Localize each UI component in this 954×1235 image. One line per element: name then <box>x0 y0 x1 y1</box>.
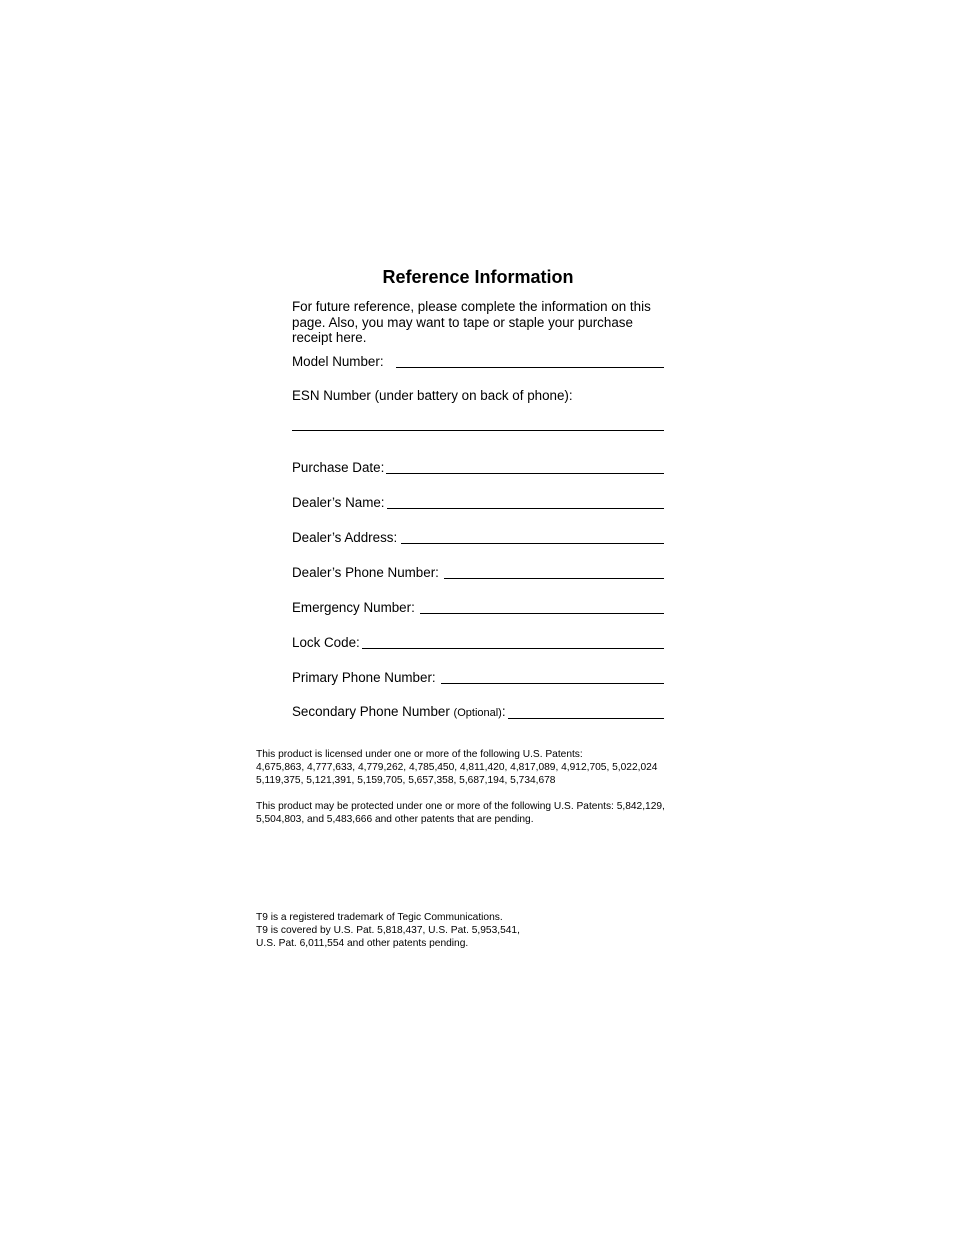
protected-patents-line-2: 5,504,803, and 5,483,666 and other patents that are pending. <box>256 814 534 825</box>
trademark-line-2: T9 is covered by U.S. Pat. 5,818,437, U.S. Pat. 5,953,541, <box>256 925 520 936</box>
secondary-phone-label-text: Secondary Phone Number <box>292 704 450 719</box>
dealer-phone-blank[interactable] <box>444 564 664 579</box>
intro-paragraph: For future reference, please complete the information on this page. Also, you may want to tape or staple your purchase receipt here. <box>292 299 651 346</box>
dealer-name-blank[interactable] <box>387 494 664 509</box>
dealer-name-label: Dealer’s Name: <box>292 495 385 510</box>
primary-phone-field <box>292 666 664 686</box>
primary-phone-label: Primary Phone Number: <box>292 670 436 685</box>
secondary-phone-blank[interactable] <box>508 704 664 719</box>
esn-number-label: ESN Number (under battery on back of phone): <box>292 388 573 403</box>
optional-note: (Optional) <box>453 707 502 719</box>
page-title: Reference Information <box>382 267 574 287</box>
licensed-patents-intro: This product is licensed under one or more of the following U.S. Patents: <box>256 749 583 760</box>
trademark-block <box>256 911 716 950</box>
trademark-line-3: U.S. Pat. 6,011,554 and other patents pending. <box>256 938 469 949</box>
protected-patents-block <box>256 800 716 826</box>
trademark-line-1: T9 is a registered trademark of Tegic Communications. <box>256 912 503 923</box>
emergency-number-blank[interactable] <box>420 599 664 614</box>
purchase-date-label: Purchase Date: <box>292 460 385 475</box>
primary-phone-blank[interactable] <box>441 669 664 684</box>
secondary-phone-field <box>292 701 664 721</box>
model-number-blank[interactable] <box>396 353 664 368</box>
model-number-label: Model Number: <box>292 354 384 369</box>
licensed-patents-block <box>256 748 716 787</box>
emergency-number-field <box>292 596 664 616</box>
lock-code-field <box>292 631 664 651</box>
model-number-field <box>292 350 664 370</box>
dealer-address-blank[interactable] <box>401 529 664 544</box>
protected-patents-line-1: This product may be protected under one or more of the following U.S. Patents: 5,842,129, <box>256 801 665 812</box>
dealer-phone-label: Dealer’s Phone Number: <box>292 565 439 580</box>
esn-number-blank[interactable] <box>292 430 664 431</box>
dealer-name-field <box>292 491 664 511</box>
dealer-address-field <box>292 526 664 546</box>
purchase-date-field <box>292 456 664 476</box>
dealer-phone-field <box>292 561 664 581</box>
secondary-phone-label <box>292 704 506 721</box>
emergency-number-label: Emergency Number: <box>292 600 415 615</box>
dealer-address-label: Dealer’s Address: <box>292 530 398 545</box>
lock-code-label: Lock Code: <box>292 635 360 650</box>
purchase-date-blank[interactable] <box>386 459 664 474</box>
lock-code-blank[interactable] <box>362 634 664 649</box>
licensed-patents-line-1: 4,675,863, 4,777,633, 4,779,262, 4,785,450, 4,811,420, 4,817,089, 4,912,705, 5,022,024 <box>256 762 658 773</box>
secondary-phone-colon: : <box>501 704 506 719</box>
licensed-patents-line-2: 5,119,375, 5,121,391, 5,159,705, 5,657,358, 5,687,194, 5,734,678 <box>256 775 556 786</box>
